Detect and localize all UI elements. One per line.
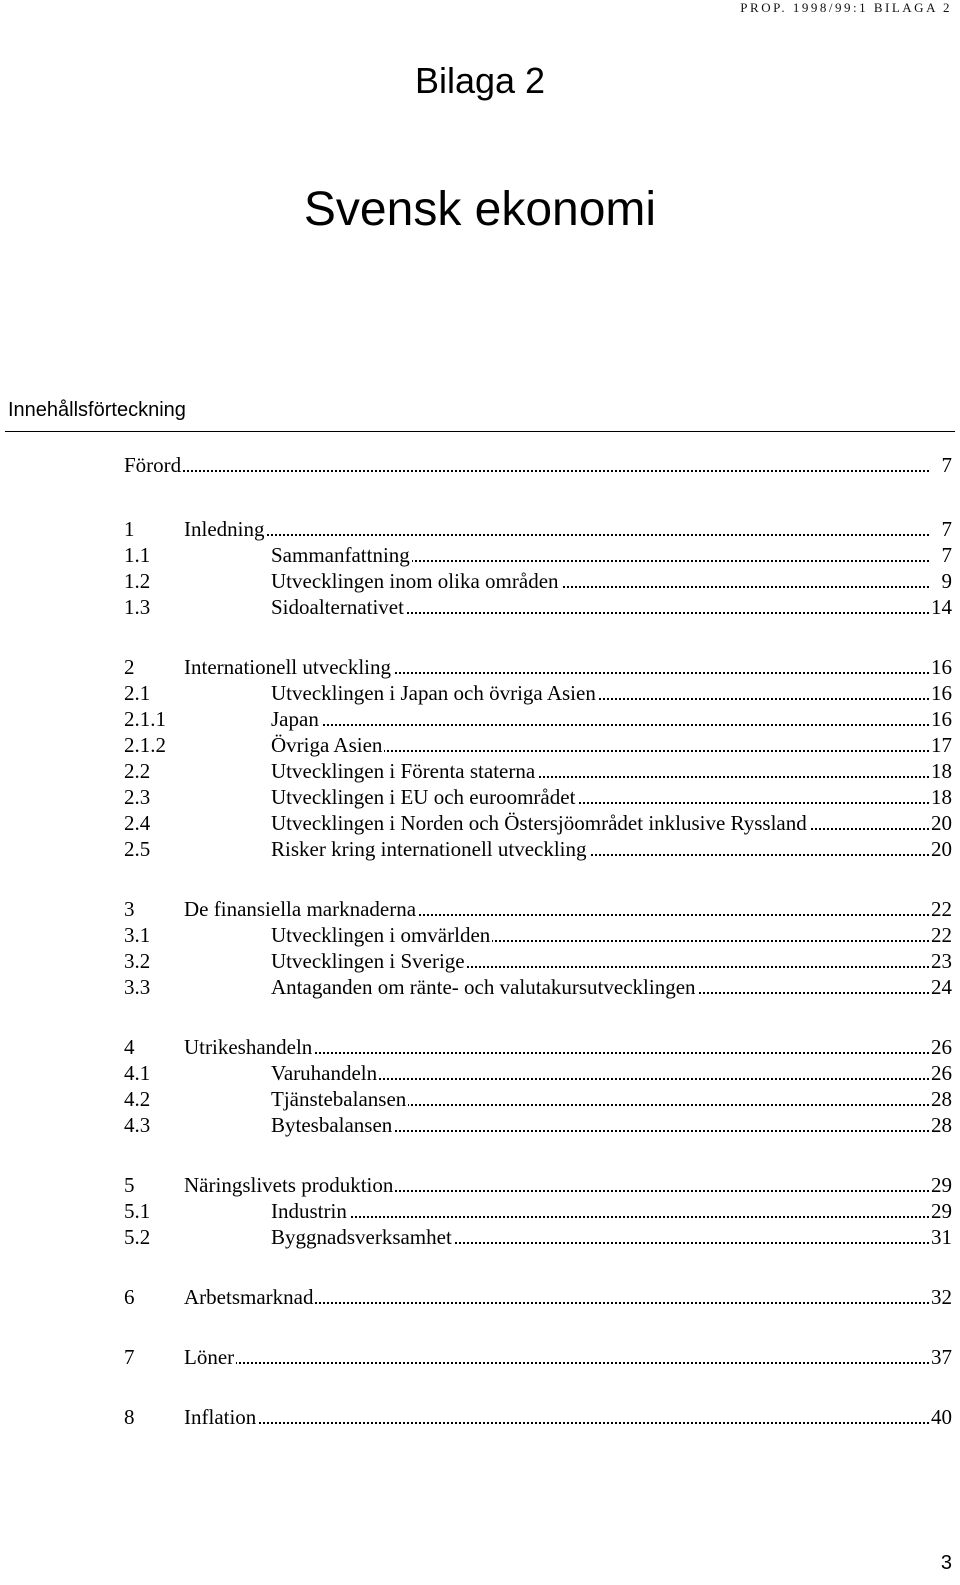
toc-entry[interactable] bbox=[0, 973, 960, 1001]
toc-entry-page: 16 bbox=[931, 655, 952, 679]
toc-entry[interactable] bbox=[0, 593, 960, 621]
toc-entry-number: 3.1 bbox=[124, 923, 151, 947]
toc-entry-title: Utvecklingen i Japan och övriga Asien bbox=[271, 681, 596, 705]
toc-entry-number: 1.2 bbox=[124, 569, 151, 593]
toc-entry-page: 18 bbox=[931, 785, 952, 809]
toc-entry-title: Sammanfattning bbox=[271, 543, 410, 567]
toc-entry-title: Antaganden om ränte- och valutakursutvecklingen bbox=[271, 975, 696, 999]
toc-entry-page: 7 bbox=[941, 517, 952, 541]
toc-entry-page: 29 bbox=[931, 1173, 952, 1197]
toc-entry-title: Industrin bbox=[271, 1199, 347, 1223]
toc-entry[interactable] bbox=[0, 947, 960, 975]
dot-leader bbox=[124, 470, 929, 472]
toc-entry-page: 22 bbox=[931, 923, 952, 947]
toc-entry-page: 31 bbox=[931, 1225, 952, 1249]
toc-entry-title: Japan bbox=[271, 707, 319, 731]
toc-entry-title: Förord bbox=[124, 453, 182, 477]
toc-entry-title: Löner bbox=[184, 1345, 235, 1369]
toc-entry-number: 2.5 bbox=[124, 837, 151, 861]
toc-entry[interactable] bbox=[0, 1343, 960, 1371]
toc-entry[interactable] bbox=[0, 809, 960, 837]
toc-entry-page: 17 bbox=[931, 733, 952, 757]
toc-entry-page: 32 bbox=[931, 1285, 952, 1309]
toc-entry-page: 40 bbox=[931, 1405, 952, 1429]
toc-entry-page: 16 bbox=[931, 681, 952, 705]
toc-entry[interactable] bbox=[0, 1033, 960, 1061]
toc-entry[interactable] bbox=[0, 541, 960, 569]
toc-entry-page: 7 bbox=[941, 453, 952, 477]
toc-entry-title: Utrikeshandeln bbox=[184, 1035, 313, 1059]
toc-entry[interactable] bbox=[0, 451, 960, 479]
toc-entry-page: 26 bbox=[931, 1061, 952, 1085]
toc-entry-page: 14 bbox=[931, 595, 952, 619]
toc-entry-title: De finansiella marknaderna bbox=[184, 897, 417, 921]
appendix-label: Bilaga 2 bbox=[414, 60, 546, 101]
toc-entry[interactable] bbox=[0, 1283, 960, 1311]
toc-entry-title: Utvecklingen i EU och euroområdet bbox=[271, 785, 576, 809]
toc-entry-title: Tjänstebalansen bbox=[271, 1087, 407, 1111]
toc-entry-number: 1.1 bbox=[124, 543, 151, 567]
toc-entry[interactable] bbox=[0, 567, 960, 595]
toc-entry-title: Inledning bbox=[184, 517, 265, 541]
toc-entry-number: 7 bbox=[124, 1345, 135, 1369]
toc-entry-number: 2.1 bbox=[124, 681, 151, 705]
toc-entry-number: 2.3 bbox=[124, 785, 151, 809]
toc-entry[interactable] bbox=[0, 895, 960, 923]
toc-entry-page: 18 bbox=[931, 759, 952, 783]
page-number: 3 bbox=[940, 1552, 952, 1574]
dot-leader bbox=[184, 534, 929, 536]
dot-leader bbox=[271, 1216, 929, 1218]
toc-entry-title: Utvecklingen i Sverige bbox=[271, 949, 465, 973]
toc-entry[interactable] bbox=[0, 1223, 960, 1251]
toc-entry[interactable] bbox=[0, 757, 960, 785]
toc-entry-number: 5.1 bbox=[124, 1199, 151, 1223]
toc-entry-number: 2.1.2 bbox=[124, 733, 166, 757]
dot-leader bbox=[271, 724, 929, 726]
toc-entry[interactable] bbox=[0, 835, 960, 863]
toc-entry-page: 20 bbox=[931, 811, 952, 835]
toc-entry-number: 1.3 bbox=[124, 595, 151, 619]
toc-entry[interactable] bbox=[0, 705, 960, 733]
toc-entry-page: 7 bbox=[941, 543, 952, 567]
toc-entry-number: 4 bbox=[124, 1035, 135, 1059]
dot-leader bbox=[184, 1422, 929, 1424]
toc-entry-number: 2.1.1 bbox=[124, 707, 166, 731]
toc-entry-number: 2.2 bbox=[124, 759, 151, 783]
toc-entry-page: 23 bbox=[931, 949, 952, 973]
toc-entry-page: 26 bbox=[931, 1035, 952, 1059]
toc-entry-number: 8 bbox=[124, 1405, 135, 1429]
toc-entry-number: 3.3 bbox=[124, 975, 151, 999]
toc-entry[interactable] bbox=[0, 921, 960, 949]
toc-entry-number: 4.3 bbox=[124, 1113, 151, 1137]
toc-entry-number: 4.2 bbox=[124, 1087, 151, 1111]
toc-entry-title: Inflation bbox=[184, 1405, 257, 1429]
dot-leader bbox=[184, 1362, 929, 1364]
toc-entry-title: Risker kring internationell utveckling bbox=[271, 837, 587, 861]
toc-entry-title: Utvecklingen i Förenta staterna bbox=[271, 759, 536, 783]
toc-entry[interactable] bbox=[0, 1197, 960, 1225]
toc-entry-title: Sidoalternativet bbox=[271, 595, 404, 619]
toc-entry-number: 2.4 bbox=[124, 811, 151, 835]
toc-entry-title: Internationell utveckling bbox=[184, 655, 392, 679]
toc-entry-title: Utvecklingen i Norden och Östersjöområdet inklusive Ryssland bbox=[271, 811, 807, 835]
toc-entry[interactable] bbox=[0, 653, 960, 681]
toc-entry[interactable] bbox=[0, 1403, 960, 1431]
toc-entry-page: 22 bbox=[931, 897, 952, 921]
toc-entry-title: Bytesbalansen bbox=[271, 1113, 393, 1137]
toc-entry-number: 4.1 bbox=[124, 1061, 151, 1085]
toc-entry[interactable] bbox=[0, 679, 960, 707]
toc-entry-title: Byggnadsverksamhet bbox=[271, 1225, 452, 1249]
toc-entry-page: 20 bbox=[931, 837, 952, 861]
toc-entry-number: 3.2 bbox=[124, 949, 151, 973]
toc-entry-title: Övriga Asien bbox=[271, 733, 383, 757]
toc-entry-number: 5 bbox=[124, 1173, 135, 1197]
toc-entry[interactable] bbox=[0, 1111, 960, 1139]
toc-entry-number: 6 bbox=[124, 1285, 135, 1309]
toc-heading: Innehållsförteckning bbox=[8, 399, 186, 421]
toc-entry-page: 24 bbox=[931, 975, 952, 999]
toc-entry-page: 37 bbox=[931, 1345, 952, 1369]
toc-entry[interactable] bbox=[0, 1085, 960, 1113]
toc-entry-page: 29 bbox=[931, 1199, 952, 1223]
page-title: Svensk ekonomi bbox=[303, 183, 657, 236]
toc-entry-page: 28 bbox=[931, 1087, 952, 1111]
toc-entry[interactable] bbox=[0, 515, 960, 543]
toc-entry-page: 9 bbox=[941, 569, 952, 593]
toc-entry-page: 16 bbox=[931, 707, 952, 731]
toc-entry-title: Utvecklingen i omvärlden bbox=[271, 923, 491, 947]
toc-entry-title: Varuhandeln bbox=[271, 1061, 378, 1085]
toc-entry-title: Utvecklingen inom olika områden bbox=[271, 569, 559, 593]
heading-rule bbox=[5, 431, 955, 432]
toc-entry-number: 2 bbox=[124, 655, 135, 679]
toc-entry-title: Arbetsmarknad bbox=[184, 1285, 314, 1309]
toc-entry-number: 1 bbox=[124, 517, 135, 541]
running-head: PROP. 1998/99:1 BILAGA 2 bbox=[740, 0, 952, 15]
toc-entry-title: Näringslivets produktion bbox=[184, 1173, 394, 1197]
toc-entry[interactable] bbox=[0, 1171, 960, 1199]
toc-entry-page: 28 bbox=[931, 1113, 952, 1137]
toc-entry-number: 5.2 bbox=[124, 1225, 151, 1249]
toc-entry[interactable] bbox=[0, 1059, 960, 1087]
toc-entry[interactable] bbox=[0, 731, 960, 759]
toc-entry-number: 3 bbox=[124, 897, 135, 921]
toc-entry[interactable] bbox=[0, 783, 960, 811]
